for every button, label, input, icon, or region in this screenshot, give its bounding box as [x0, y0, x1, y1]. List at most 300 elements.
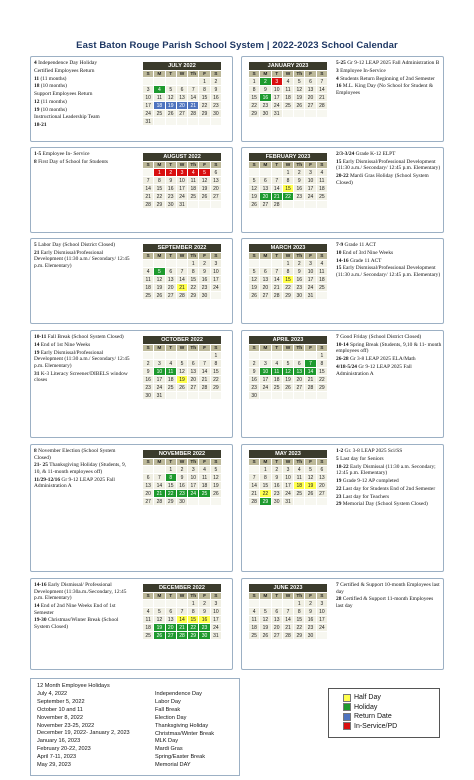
weekday-header: F	[199, 162, 210, 169]
day-cell: 29	[249, 110, 260, 118]
day-cell: 28	[282, 632, 293, 640]
weekday-header: W	[282, 71, 293, 78]
day-cell	[305, 110, 316, 118]
day-cell: 7	[305, 360, 316, 368]
event-note	[336, 83, 442, 96]
day-cell: 16	[143, 376, 154, 384]
event-note	[336, 486, 442, 493]
legend-item	[343, 693, 439, 703]
day-cell	[249, 169, 260, 177]
day-cell: 30	[271, 498, 282, 506]
day-cell: 3	[176, 169, 187, 177]
day-cell: 6	[260, 177, 271, 185]
day-cell: 17	[154, 376, 165, 384]
day-cell: 26	[249, 292, 260, 300]
day-cell	[210, 118, 221, 126]
event-note	[336, 265, 442, 278]
holiday-date: November 23-25, 2022	[37, 722, 95, 729]
day-cell: 26	[199, 193, 210, 201]
weekday-header: W	[282, 162, 293, 169]
event-note	[34, 477, 132, 490]
day-cell: 24	[210, 284, 221, 292]
day-cell: 21	[188, 102, 199, 110]
event-date: 5	[336, 455, 339, 462]
day-cell: 20	[165, 624, 176, 632]
holiday-date: July 4, 2022	[37, 690, 68, 697]
day-cell: 6	[143, 474, 154, 482]
event-notes	[336, 242, 442, 280]
day-cell: 13	[176, 94, 187, 102]
event-date: 4	[34, 60, 37, 66]
day-cell: 8	[249, 86, 260, 94]
day-cell: 28	[271, 292, 282, 300]
day-cell: 13	[305, 86, 316, 94]
day-cell: 2	[294, 169, 305, 177]
event-notes	[336, 60, 442, 98]
weekday-header: T	[271, 71, 282, 78]
event-note	[34, 122, 132, 129]
day-cell: 14	[176, 616, 187, 624]
event-note	[34, 250, 132, 270]
weekday-header: F	[199, 459, 210, 466]
day-cell	[176, 352, 187, 360]
event-text: Last day for Seniors	[340, 455, 384, 462]
event-note	[34, 107, 132, 114]
day-cell: 29	[282, 292, 293, 300]
holiday-name: Thanksgiving Holiday	[155, 722, 209, 729]
holiday-name: Election Day	[155, 714, 187, 721]
day-cell: 29	[188, 632, 199, 640]
event-note	[336, 242, 442, 249]
weekday-header: M	[260, 345, 271, 352]
day-cell: 24	[176, 193, 187, 201]
day-cell: 20	[294, 376, 305, 384]
day-cell: 5	[294, 78, 305, 86]
day-cell: 27	[176, 110, 187, 118]
day-cell: 26	[154, 292, 165, 300]
day-cell	[316, 392, 327, 400]
legend-item	[343, 722, 439, 732]
event-note	[34, 342, 132, 349]
day-cell: 10	[316, 608, 327, 616]
day-cell: 30	[305, 632, 316, 640]
day-cell: 29	[188, 292, 199, 300]
weekday-header: Th	[294, 253, 305, 260]
day-cell: 28	[188, 110, 199, 118]
event-date: 10	[336, 249, 342, 256]
month-panel	[241, 578, 444, 670]
weekday-header: Th	[294, 593, 305, 600]
day-cell: 18	[188, 185, 199, 193]
month-panel	[30, 444, 233, 572]
weekday-header: T	[271, 345, 282, 352]
event-note	[336, 334, 442, 341]
legend-label: Half Day	[354, 694, 381, 702]
day-cell	[210, 201, 221, 209]
event-date: 5	[34, 242, 37, 248]
day-cell: 23	[294, 193, 305, 201]
weekday-header: Th	[188, 459, 199, 466]
day-cell: 1	[282, 260, 293, 268]
day-cell: 9	[260, 86, 271, 94]
event-note	[34, 60, 132, 67]
day-cell	[165, 260, 176, 268]
day-cell: 1	[210, 352, 221, 360]
day-cell	[305, 498, 316, 506]
day-cell	[199, 118, 210, 126]
weekday-header: S	[210, 593, 221, 600]
day-cell	[210, 498, 221, 506]
day-cell	[316, 498, 327, 506]
weekday-header: M	[260, 253, 271, 260]
event-date: 18	[34, 83, 40, 90]
event-text: End of 3rd Nine Weeks	[342, 249, 394, 256]
day-cell: 2	[176, 466, 187, 474]
legend-item	[343, 712, 439, 722]
weekday-header: T	[271, 162, 282, 169]
day-cell: 14	[271, 185, 282, 193]
day-cell: 22	[282, 284, 293, 292]
weekday-header: S	[249, 459, 260, 466]
weekday-header: M	[260, 162, 271, 169]
day-cell	[143, 600, 154, 608]
day-cell: 5	[305, 466, 316, 474]
day-cell	[294, 352, 305, 360]
day-cell: 8	[210, 360, 221, 368]
day-cell: 4	[249, 608, 260, 616]
event-text: Employee In- Service	[42, 151, 90, 157]
day-cell: 30	[176, 498, 187, 506]
day-cell: 3	[305, 169, 316, 177]
day-cell: 21	[199, 376, 210, 384]
day-cell: 25	[165, 384, 176, 392]
event-text: (10 months)	[40, 83, 67, 90]
event-text: (10 months)	[40, 106, 67, 113]
day-cell: 23	[210, 102, 221, 110]
day-cell: 19	[249, 193, 260, 201]
weekday-header: S	[210, 71, 221, 78]
day-cell: 14	[282, 616, 293, 624]
day-cell: 6	[165, 268, 176, 276]
event-text: Certified & Support 11-month Employees last day	[336, 596, 434, 609]
day-cell: 16	[249, 376, 260, 384]
event-text: Early Dismissal/ Professional Development (11:30a.m./Secondary, 12:45 p.m. Elementary)	[34, 582, 127, 602]
day-cell: 6	[305, 78, 316, 86]
day-cell: 13	[165, 276, 176, 284]
event-text: Grade 11 ACT	[344, 242, 377, 248]
event-note	[34, 603, 132, 616]
event-date: 15	[336, 158, 342, 165]
weekday-header: W	[282, 345, 293, 352]
day-cell: 31	[154, 392, 165, 400]
day-cell	[176, 118, 187, 126]
day-cell: 17	[210, 276, 221, 284]
event-text: M.L. King Day (No School for Student & Employees	[336, 83, 434, 96]
day-cell: 21	[271, 193, 282, 201]
event-note	[336, 464, 442, 477]
day-cell: 17	[282, 482, 293, 490]
event-date: 14-16	[336, 257, 349, 264]
day-cell: 10	[154, 368, 165, 376]
event-text: Last day for Students End of 2nd Semester	[342, 485, 436, 492]
month-name: OCTOBER 2022	[143, 336, 222, 345]
day-cell	[260, 392, 271, 400]
weekday-header: T	[165, 593, 176, 600]
day-cell: 10	[210, 268, 221, 276]
holiday-date: October 10 and 11	[37, 706, 83, 713]
day-cell: 29	[260, 498, 271, 506]
day-cell: 3	[282, 466, 293, 474]
month-calendar	[142, 583, 222, 640]
month-calendar	[142, 335, 222, 400]
weekday-header: S	[210, 345, 221, 352]
day-cell	[199, 201, 210, 209]
day-cell: 27	[188, 384, 199, 392]
weekday-header: F	[199, 593, 210, 600]
event-text: (11 months)	[40, 75, 67, 82]
day-cell: 13	[210, 177, 221, 185]
month-name: AUGUST 2022	[143, 153, 222, 162]
day-cell: 26	[210, 490, 221, 498]
event-text: Gr 9-12 LEAP 2025 Fall Administration B	[347, 60, 440, 66]
weekday-header: S	[316, 253, 327, 260]
day-cell: 28	[199, 384, 210, 392]
day-cell: 22	[260, 490, 271, 498]
event-text: Thanksgiving Holiday (Students, 9, 10, & 11-month employees off)	[34, 462, 127, 475]
day-cell: 28	[154, 498, 165, 506]
event-text: Mardi Gras Holiday (School System Closed)	[336, 173, 429, 186]
event-text: Early Dismissal (11:30 a.m. Secondary; 12:45 p.m. Elementary)	[336, 463, 436, 477]
day-cell: 12	[282, 368, 293, 376]
day-cell: 25	[271, 384, 282, 392]
weekday-header: T	[165, 459, 176, 466]
month-panel	[30, 238, 233, 324]
month-panel	[30, 330, 233, 438]
month-calendar	[248, 243, 328, 300]
event-notes	[34, 582, 132, 632]
event-date: 10-11	[34, 334, 47, 340]
day-cell	[188, 498, 199, 506]
day-cell: 11	[271, 368, 282, 376]
day-cell: 25	[188, 193, 199, 201]
event-note	[34, 582, 132, 602]
day-cell: 21	[305, 376, 316, 384]
day-cell: 19	[294, 94, 305, 102]
day-cell: 1	[316, 352, 327, 360]
event-note	[34, 617, 132, 630]
weekday-header: Th	[188, 162, 199, 169]
day-cell: 4	[294, 466, 305, 474]
event-note	[336, 173, 442, 186]
day-cell: 1	[260, 466, 271, 474]
event-note	[336, 582, 442, 595]
day-cell: 10	[305, 268, 316, 276]
event-text: Grade 11 ACT	[349, 257, 382, 264]
event-date: 2/3-3/24	[336, 151, 355, 157]
day-cell	[282, 600, 293, 608]
day-cell: 29	[316, 384, 327, 392]
day-cell	[199, 352, 210, 360]
day-cell: 11	[282, 86, 293, 94]
weekday-header: F	[305, 162, 316, 169]
event-text: Labor Day (School District Closed)	[38, 242, 116, 248]
day-cell: 8	[294, 608, 305, 616]
day-cell	[165, 600, 176, 608]
event-date: 21	[34, 249, 40, 256]
day-cell: 12	[249, 276, 260, 284]
month-calendar	[142, 152, 222, 209]
month-name: FEBRUARY 2023	[249, 153, 328, 162]
weekday-header: F	[305, 71, 316, 78]
day-cell: 30	[199, 632, 210, 640]
event-note	[34, 91, 132, 98]
weekday-header: S	[143, 459, 154, 466]
month-panel	[30, 578, 233, 670]
day-cell	[316, 632, 327, 640]
legend-label: Holiday	[354, 703, 378, 711]
day-cell: 8	[154, 177, 165, 185]
day-cell: 21	[154, 490, 165, 498]
day-cell	[188, 352, 199, 360]
day-cell: 24	[305, 193, 316, 201]
day-cell: 23	[143, 384, 154, 392]
day-cell: 28	[316, 102, 327, 110]
day-cell: 25	[154, 110, 165, 118]
day-cell	[199, 392, 210, 400]
event-note	[34, 242, 132, 249]
day-cell: 20	[188, 376, 199, 384]
day-cell: 4	[199, 466, 210, 474]
event-text: Students Return Beginning of 2nd Semester	[340, 75, 435, 82]
day-cell: 8	[199, 86, 210, 94]
weekday-header: T	[165, 71, 176, 78]
event-notes	[34, 60, 132, 130]
day-cell: 3	[316, 600, 327, 608]
event-notes	[34, 334, 132, 385]
day-cell: 4	[316, 169, 327, 177]
day-cell: 15	[188, 276, 199, 284]
day-cell: 12	[305, 474, 316, 482]
day-cell: 22	[249, 102, 260, 110]
event-date: 1-2	[336, 448, 344, 454]
event-note	[34, 151, 132, 158]
day-cell	[316, 201, 327, 209]
day-cell: 6	[176, 86, 187, 94]
day-cell: 18	[271, 376, 282, 384]
day-cell: 10	[210, 608, 221, 616]
day-cell: 17	[176, 185, 187, 193]
event-note	[336, 456, 442, 463]
weekday-header: T	[271, 253, 282, 260]
day-cell: 20	[176, 102, 187, 110]
day-cell: 11	[188, 177, 199, 185]
day-cell: 14	[154, 482, 165, 490]
event-notes	[336, 334, 442, 378]
day-cell: 14	[316, 86, 327, 94]
month-panel	[241, 147, 444, 233]
day-cell: 5	[154, 608, 165, 616]
day-cell: 23	[199, 624, 210, 632]
day-cell	[188, 201, 199, 209]
day-cell: 7	[154, 474, 165, 482]
event-date: 1-5	[34, 151, 42, 157]
weekday-header: S	[143, 253, 154, 260]
event-text: Gr 9-12 LEAP 2025 Fall Administration A	[34, 476, 115, 490]
weekday-header: M	[154, 162, 165, 169]
day-cell: 5	[154, 268, 165, 276]
weekday-header: Th	[294, 345, 305, 352]
weekday-header: F	[305, 593, 316, 600]
day-cell: 24	[188, 490, 199, 498]
weekday-header: M	[154, 253, 165, 260]
day-cell: 11	[154, 94, 165, 102]
day-cell: 11	[165, 368, 176, 376]
day-cell: 17	[305, 185, 316, 193]
day-cell: 10	[305, 177, 316, 185]
day-cell: 7	[176, 268, 187, 276]
day-cell: 26	[305, 490, 316, 498]
weekday-header: T	[165, 253, 176, 260]
day-cell: 25	[143, 292, 154, 300]
month-name: DECEMBER 2022	[143, 584, 222, 593]
day-cell: 12	[165, 94, 176, 102]
day-cell: 7	[282, 608, 293, 616]
day-cell: 28	[305, 384, 316, 392]
day-cell: 13	[260, 185, 271, 193]
day-cell: 24	[305, 284, 316, 292]
weekday-header: S	[249, 253, 260, 260]
day-cell: 7	[316, 78, 327, 86]
day-cell: 22	[188, 284, 199, 292]
event-date: 10-14	[336, 341, 349, 348]
event-note	[34, 83, 132, 90]
month-name: NOVEMBER 2022	[143, 450, 222, 459]
month-name: JULY 2022	[143, 62, 222, 71]
event-text: Gr 3-8 LEAP 2025 ELA/Math	[349, 356, 416, 363]
month-name: MARCH 2023	[249, 244, 328, 253]
day-cell: 28	[271, 201, 282, 209]
weekday-header: Th	[294, 459, 305, 466]
event-date: 11/29-12/16	[34, 476, 61, 483]
weekday-header: S	[210, 459, 221, 466]
event-text: Early Dismissal/Professional Development (11:30 a.m./ Secondary/ 12:45 p.m. Elementary)	[336, 158, 441, 172]
event-date: 7	[336, 582, 339, 588]
day-cell: 5	[210, 466, 221, 474]
day-cell: 12	[249, 185, 260, 193]
day-cell	[165, 78, 176, 86]
event-date: 26-28	[336, 356, 349, 363]
day-cell: 5	[199, 169, 210, 177]
day-cell: 16	[260, 94, 271, 102]
day-cell: 28	[143, 201, 154, 209]
day-cell: 23	[271, 490, 282, 498]
day-cell: 30	[210, 110, 221, 118]
event-note	[336, 258, 442, 265]
day-cell: 29	[210, 384, 221, 392]
day-cell: 23	[305, 624, 316, 632]
day-cell: 15	[316, 368, 327, 376]
day-cell: 31	[176, 201, 187, 209]
day-cell: 31	[271, 110, 282, 118]
weekday-header: M	[154, 71, 165, 78]
event-date: 14-16	[34, 582, 47, 588]
event-text: (11 months)	[40, 98, 67, 105]
day-cell: 5	[282, 360, 293, 368]
day-cell	[305, 392, 316, 400]
day-cell: 26	[294, 102, 305, 110]
event-note	[336, 151, 442, 158]
day-cell: 8	[165, 474, 176, 482]
